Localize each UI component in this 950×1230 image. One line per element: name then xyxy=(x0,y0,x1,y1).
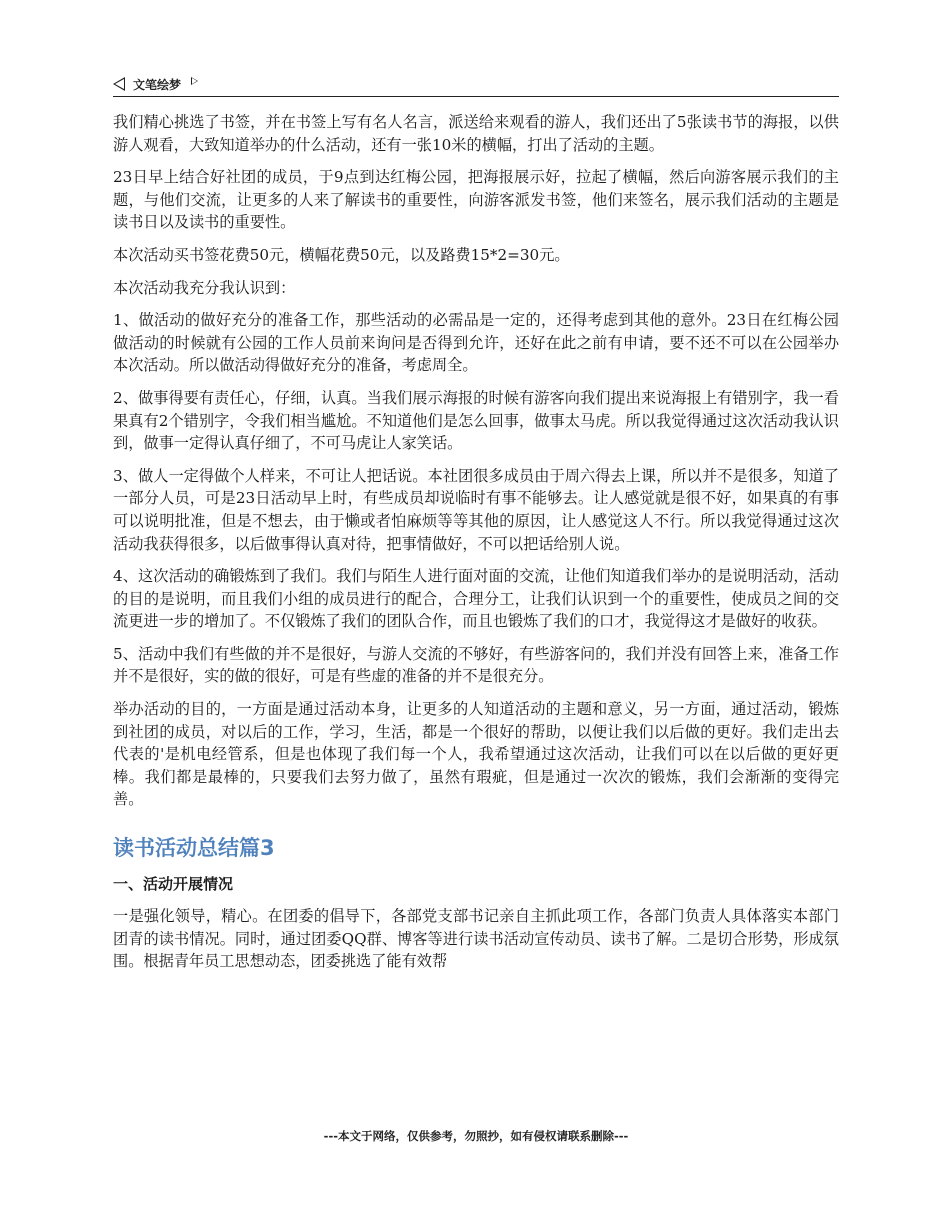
paragraph: 23日早上结合好社团的成员，于9点到达红梅公园，把海报展示好，拉起了横幅，然后向游客展示我们的主题，与他们交流，让更多的人来了解读书的重要性，向游客派发书签，他们来签名，展示我们活动的主题是读书日以及读书的重要性。 xyxy=(113,168,839,232)
paragraph: 举办活动的目的，一方面是通过活动本身，让更多的人知道活动的主题和意义，另一方面，通过活动，锻炼到社团的成员，对以后的工作，学习，生活，都是一个很好的帮助，以便让我们以后做的更好。我们走出去代表的'是机电经管系，但是也体现了我们每一个人，我希望通过这次活动，让我们可以在以后做的更好更棒。我们都是最棒的，只要我们去努力做了，虽然有瑕疵，但是通过一次次的锻炼，我们会渐渐的变得完善。 xyxy=(113,700,839,809)
paragraph: 4、这次活动的确锻炼到了我们。我们与陌生人进行面对面的交流，让他们知道我们举办的是说明活动，活动的目的是说明，而且我们小组的成员进行的配合，合理分工，让我们认识到一个的重要性，使成员之间的交流更进一步的增加了。不仅锻炼了我们的团队合作，而且也锻炼了我们的口才，我觉得这才是做好的收获。 xyxy=(113,567,839,631)
paragraph: 3、做人一定得做个人样来，不可让人把话说。本社团很多成员由于周六得去上课，所以并不是很多，知道了一部分人员，可是23日活动早上时，有些成员却说临时有事不能够去。让人感觉就是很不好，如果真的有事可以说明批准，但是不想去，由于懒或者怕麻烦等等其他的原因，让人感觉这人不行。所以我觉得通过这次活动我获得很多，以后做事得认真对待，把事情做好，不可以把话给别人说。 xyxy=(113,466,839,553)
section-heading: 读书活动总结篇3 xyxy=(113,836,275,861)
paragraph: 本次活动我充分我认识到： xyxy=(113,278,296,297)
header-title: 文笔绘梦 xyxy=(133,77,182,92)
paragraph: 2、做事得要有责任心，仔细，认真。当我们展示海报的时候有游客向我们提出来说海报上有错别字，我一看果真有2个错别字，令我们相当尴尬。不知道他们是怎么回事，做事太马虎。所以我觉得通过这次活动我认识到，做事一定得认真仔细了，不可马虎让人家笑话。 xyxy=(113,388,839,453)
paragraph: 我们精心挑选了书签，并在书签上写有名人名言，派送给来观看的游人，我们还出了5张读书节的海报，以供游人观看，大致知道举办的什么活动，还有一张10米的横幅，打出了活动的主题。 xyxy=(113,113,839,154)
paragraph: 本次活动买书签花费50元，横幅花费50元，以及路费15*2=30元。 xyxy=(113,245,570,264)
paragraph: 一是强化领导，精心。在团委的倡导下，各部党支部书记亲自主抓此项工作，各部门负责人具体落实本部门团青的读书情况。同时，通过团委QQ群、博客等进行读书活动宣传动员、读书了解。二是切合形势，形成氛围。根据青年员工思想动态，团委挑选了能有效帮 xyxy=(113,907,839,971)
document-page xyxy=(113,0,839,1230)
document-body xyxy=(113,111,839,983)
triangle-right-icon xyxy=(191,77,198,85)
paragraph: 5、活动中我们有些做的并不是很好，与游人交流的不够好，有些游客问的，我们并没有回答上来，准备工作并不是很好，实的做的很好，可是有些虚的准备的并不是很充分。 xyxy=(113,644,839,686)
triangle-left-icon xyxy=(113,77,125,91)
page-footer: ---本文于网络，仅供参考，勿照抄，如有侵权请联系删除--- xyxy=(323,1129,629,1143)
paragraph: 1、做活动的做好充分的准备工作，那些活动的必需品是一定的，还得考虑到其他的意外。23日在红梅公园做活动的时候就有公园的工作人员前来询问是否得到允许，还好在此之前有申请，要不还不可以在公园举办本次活动。所以做活动得做好充分的准备，考虑周全。 xyxy=(113,311,839,375)
page-header xyxy=(113,72,839,97)
subsection-heading: 一、活动开展情况 xyxy=(113,875,234,894)
